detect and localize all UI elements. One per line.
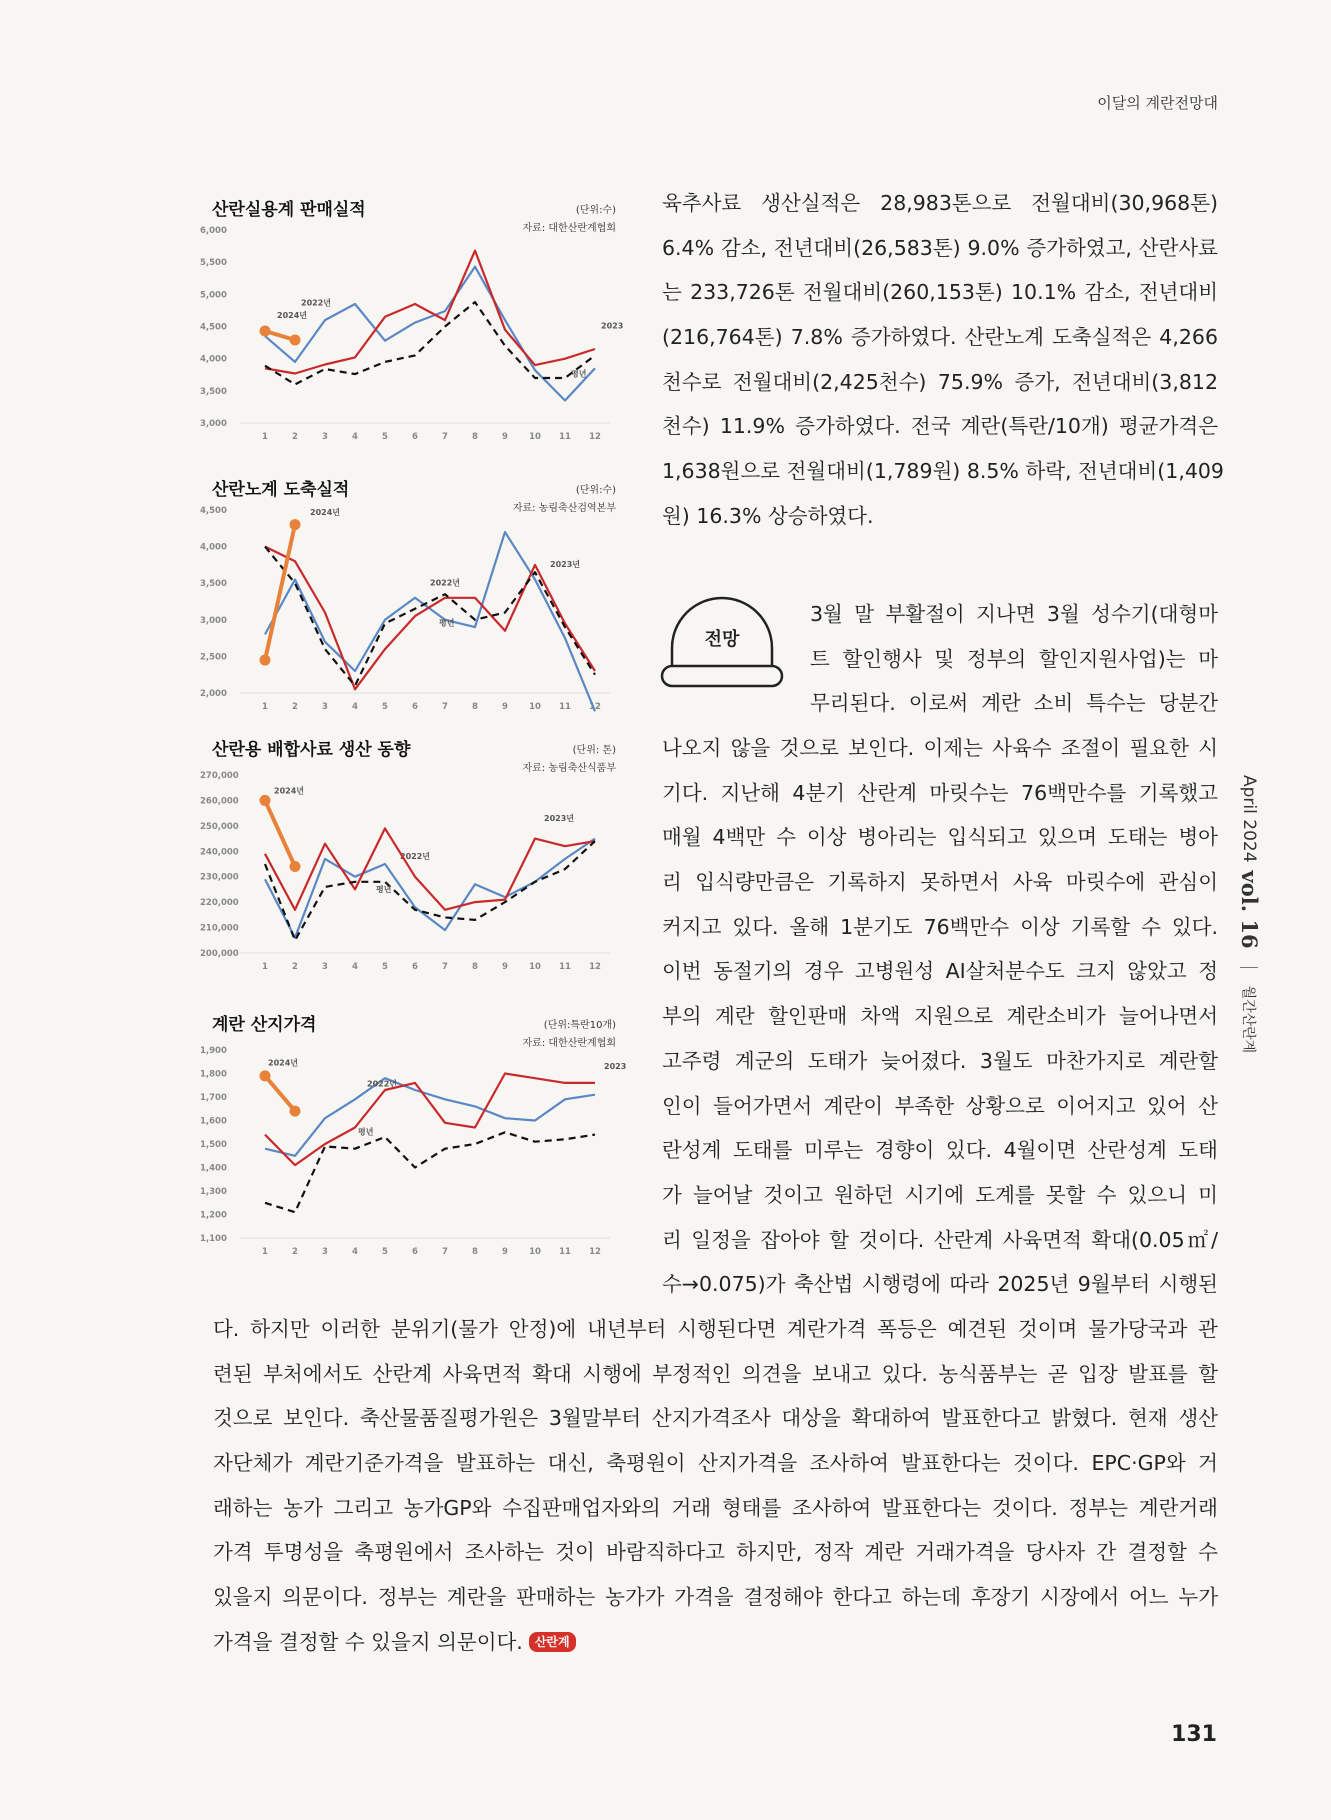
series-2022-line bbox=[265, 267, 595, 401]
x-tick-label: 9 bbox=[502, 962, 508, 972]
x-tick-label: 12 bbox=[589, 1247, 601, 1257]
text-line: 천수) 11.9% 증가하였다. 전국 계란(특란/10개) 평균가격은 bbox=[662, 414, 1218, 439]
series-2024-line bbox=[265, 800, 295, 866]
chart-title: 계란 산지가격 bbox=[212, 1015, 317, 1035]
article-paragraph-2-full bbox=[213, 1307, 1218, 1665]
chart-unit: (단위: 톤) bbox=[572, 745, 616, 756]
x-tick-label: 7 bbox=[442, 702, 448, 712]
x-tick-label: 8 bbox=[472, 432, 478, 442]
series-2022-label: 2022년 bbox=[367, 1079, 397, 1089]
chart-title: 산란실용계 판매실적 bbox=[212, 200, 366, 220]
magazine-name: 월간산란계 bbox=[1240, 985, 1257, 1054]
x-tick-label: 1 bbox=[262, 432, 268, 442]
end-logo: 산란계 bbox=[529, 1632, 576, 1652]
series-average-line bbox=[265, 841, 595, 940]
series-2024-point bbox=[260, 1070, 271, 1081]
series-2024-point bbox=[290, 861, 301, 872]
series-2024-label: 2024년 bbox=[268, 1058, 298, 1068]
series-2022-line bbox=[265, 532, 595, 711]
series-average-label: 평년 bbox=[376, 884, 392, 894]
x-tick-label: 5 bbox=[382, 1247, 388, 1257]
y-tick-label: 2,000 bbox=[200, 689, 227, 699]
side-tab bbox=[1237, 775, 1262, 1053]
x-tick-label: 2 bbox=[292, 702, 298, 712]
chart-plot bbox=[200, 475, 618, 715]
x-tick-label: 10 bbox=[529, 1247, 541, 1257]
text-line: 무리된다. 이로써 계란 소비 특수는 당분간 bbox=[810, 691, 1218, 716]
series-2023-line bbox=[265, 251, 595, 374]
series-2024-point bbox=[290, 1106, 301, 1117]
y-tick-label: 1,300 bbox=[200, 1187, 227, 1197]
text-line: 련된 부처에서도 산란계 사육면적 확대 시행에 부정적인 의견을 보내고 있다. 농식품부는 곧 입장 발표를 할 bbox=[213, 1361, 1218, 1386]
y-tick-label: 4,500 bbox=[200, 506, 227, 516]
text-line: 리 일정을 잡아야 할 것이다. 산란계 사육면적 확대(0.05㎡/ bbox=[662, 1227, 1218, 1252]
y-tick-label: 230,000 bbox=[200, 872, 239, 883]
x-tick-label: 5 bbox=[382, 962, 388, 972]
x-tick-label: 2 bbox=[292, 1247, 298, 1257]
y-tick-label: 2,500 bbox=[200, 652, 227, 663]
x-tick-label: 3 bbox=[322, 432, 328, 442]
x-tick-label: 6 bbox=[412, 702, 418, 712]
y-tick-label: 5,000 bbox=[200, 290, 227, 301]
y-tick-label: 1,800 bbox=[200, 1069, 227, 1080]
series-2023-line bbox=[265, 828, 595, 909]
page-header-title: 이달의 계란전망대 bbox=[1097, 94, 1218, 112]
text-line: 가격 투명성을 축평원에서 조사하는 것이 바람직하다고 하지만, 정작 계란 거래가격을 당사자 간 결정할 수 bbox=[213, 1540, 1218, 1565]
chart-plot bbox=[200, 1010, 627, 1260]
chart-plot bbox=[200, 195, 624, 445]
text-line: 있을지 의문이다. 정부는 계란을 판매하는 농가가 가격을 결정해야 한다고 하는데 후장기 시장에서 어느 누가 bbox=[213, 1585, 1218, 1610]
x-tick-label: 9 bbox=[502, 702, 508, 712]
x-tick-label: 12 bbox=[589, 962, 601, 972]
chart-feed-production bbox=[200, 735, 618, 975]
text-line: 리 입식량만큼은 기록하지 못하면서 사육 마릿수에 관심이 bbox=[662, 870, 1218, 895]
x-tick-label: 6 bbox=[412, 962, 418, 972]
chart-title: 산란노계 도축실적 bbox=[212, 480, 350, 500]
text-line: 기다. 지난해 4분기 산란계 마릿수는 76백만수를 기록했고 bbox=[662, 780, 1218, 805]
text-line: 1,638원으로 전월대비(1,789원) 8.5% 하락, 전년대비(1,409 bbox=[662, 459, 1224, 484]
article-paragraph-2-right bbox=[662, 726, 1218, 1307]
series-2022-label: 2022년 bbox=[400, 851, 430, 861]
y-tick-label: 1,500 bbox=[200, 1140, 227, 1150]
chart-unit: (단위:수) bbox=[575, 485, 616, 496]
text-line: 커지고 있다. 올해 1분기도 76백만수 이상 기록할 수 있다. bbox=[662, 914, 1218, 939]
y-tick-label: 4,000 bbox=[200, 354, 227, 365]
y-tick-label: 210,000 bbox=[200, 923, 239, 934]
x-tick-label: 2 bbox=[292, 432, 298, 442]
chart-unit: (단위:특란10개) bbox=[543, 1020, 616, 1031]
y-tick-label: 1,700 bbox=[200, 1093, 227, 1103]
text-line: 자단체가 계란기준가격을 발표하는 대신, 축평원이 산지가격을 조사하여 발표한다는 것이다. EPC·GP와 거 bbox=[213, 1451, 1218, 1476]
side-tab-divider bbox=[1241, 967, 1259, 968]
text-line: 것으로 보인다. 축산물품질평가원은 3월말부터 산지가격조사 대상을 확대하여 발표한다고 밝혔다. 현재 생산 bbox=[213, 1406, 1218, 1431]
text-line: 부의 계란 할인판매 차액 지원으로 계란소비가 늘어나면서 bbox=[662, 1004, 1218, 1029]
text-line: 가격을 결정할 수 있을지 의문이다. 산란계 bbox=[213, 1620, 1218, 1665]
series-2023-label: 2023 bbox=[601, 321, 624, 331]
text-line: 6.4% 감소, 전년대비(26,583톤) 9.0% 증가하였고, 산란사료 bbox=[662, 235, 1218, 260]
text-line: 트 할인행사 및 정부의 할인지원사업)는 마 bbox=[810, 646, 1218, 671]
text-line: 이번 동절기의 경우 고병원성 AI살처분수도 크지 않았고 정 bbox=[662, 959, 1218, 984]
x-tick-label: 4 bbox=[352, 962, 358, 972]
y-tick-label: 3,000 bbox=[200, 419, 227, 429]
y-tick-label: 250,000 bbox=[200, 821, 239, 832]
y-tick-label: 1,900 bbox=[200, 1046, 227, 1056]
text-line: 천수로 전월대비(2,425천수) 75.9% 증가, 전년대비(3,812 bbox=[662, 369, 1218, 394]
x-tick-label: 11 bbox=[559, 432, 571, 442]
y-tick-label: 260,000 bbox=[200, 796, 239, 807]
volume-number: vol. 16 bbox=[1237, 870, 1262, 949]
y-tick-label: 3,000 bbox=[200, 615, 227, 626]
text-line: 다. 하지만 이러한 분위기(물가 안정)에 내년부터 시행된다면 계란가격 폭등은 예견된 것이며 물가당국과 관 bbox=[213, 1317, 1218, 1341]
x-tick-label: 9 bbox=[502, 1247, 508, 1257]
x-tick-label: 5 bbox=[382, 702, 388, 712]
series-2022-label: 2022년 bbox=[301, 298, 331, 308]
series-average-line bbox=[265, 1132, 595, 1212]
x-tick-label: 12 bbox=[589, 702, 601, 712]
text-line: 인이 들어가면서 계란이 부족한 상황으로 이어지고 있어 산 bbox=[662, 1093, 1218, 1118]
outlook-badge bbox=[660, 593, 794, 698]
x-tick-label: 12 bbox=[589, 432, 601, 442]
series-average-line bbox=[265, 547, 595, 686]
series-2023-label: 2023 bbox=[604, 1061, 627, 1071]
text-line: 수→0.075)가 축산법 시행령에 따라 2025년 9월부터 시행된 bbox=[662, 1272, 1218, 1297]
x-tick-label: 2 bbox=[292, 962, 298, 972]
chart-source: 자료: 대한산란계협회 bbox=[522, 223, 616, 234]
x-tick-label: 8 bbox=[472, 702, 478, 712]
text-line: 가 늘어날 것이고 원하던 시기에 도계를 못할 수 있으니 미 bbox=[662, 1182, 1218, 1207]
x-tick-label: 8 bbox=[472, 962, 478, 972]
y-tick-label: 270,000 bbox=[200, 771, 239, 781]
y-tick-label: 3,500 bbox=[200, 579, 227, 590]
series-2024-point bbox=[260, 795, 271, 806]
chart-egg-price bbox=[200, 1010, 627, 1260]
x-tick-label: 1 bbox=[262, 1247, 268, 1257]
y-tick-label: 4,500 bbox=[200, 322, 227, 333]
text-line: 원) 16.3% 상승하였다. bbox=[662, 503, 874, 528]
series-2024-line bbox=[265, 1076, 295, 1111]
series-2024-point bbox=[290, 519, 301, 530]
article-paragraph-2-indented bbox=[810, 592, 1218, 726]
series-2024-label: 2024년 bbox=[274, 786, 304, 796]
series-2024-line bbox=[265, 525, 295, 661]
x-tick-label: 4 bbox=[352, 702, 358, 712]
chart-source: 자료: 농림축산식품부 bbox=[522, 763, 616, 774]
text-line: 래하는 농가 그리고 농가GP와 수집판매업자와의 거래 형태를 조사하여 발표한다는 것이다. 정부는 계란거래 bbox=[213, 1495, 1218, 1520]
chart-hen-sales bbox=[200, 195, 624, 445]
chart-source: 자료: 농림축산검역본부 bbox=[512, 503, 616, 514]
article-paragraph-1 bbox=[662, 181, 1224, 539]
x-tick-label: 3 bbox=[322, 702, 328, 712]
series-2024-label: 2024년 bbox=[310, 508, 340, 518]
y-tick-label: 240,000 bbox=[200, 847, 239, 858]
series-average-label: 평년 bbox=[571, 369, 587, 379]
y-tick-label: 200,000 bbox=[200, 949, 239, 959]
x-tick-label: 10 bbox=[529, 962, 541, 972]
series-2022-line bbox=[265, 839, 595, 938]
text-line: 란성계 도태를 미루는 경향이 있다. 4월이면 산란성계 도태 bbox=[662, 1138, 1218, 1163]
y-tick-label: 1,600 bbox=[200, 1116, 227, 1127]
outlook-label: 전망 bbox=[704, 629, 740, 650]
y-tick-label: 5,500 bbox=[200, 258, 227, 269]
text-line: 매월 4백만 수 이상 병아리는 입식되고 있으며 도태는 병아 bbox=[662, 825, 1218, 850]
chart-title: 산란용 배합사료 생산 동향 bbox=[212, 740, 411, 760]
series-2024-point bbox=[290, 335, 301, 346]
y-tick-label: 1,400 bbox=[200, 1163, 227, 1174]
chart-old-hen-slaughter bbox=[200, 475, 618, 715]
text-line: 는 233,726톤 전월대비(260,153톤) 10.1% 감소, 전년대비 bbox=[662, 280, 1218, 305]
y-tick-label: 6,000 bbox=[200, 226, 227, 236]
x-tick-label: 10 bbox=[529, 432, 541, 442]
x-tick-label: 11 bbox=[559, 1247, 571, 1257]
series-average-label: 평년 bbox=[439, 618, 455, 628]
x-tick-label: 1 bbox=[262, 962, 268, 972]
x-tick-label: 5 bbox=[382, 432, 388, 442]
y-tick-label: 1,200 bbox=[200, 1210, 227, 1221]
series-2024-label: 2024년 bbox=[277, 311, 307, 321]
y-tick-label: 3,500 bbox=[200, 386, 227, 397]
x-tick-label: 6 bbox=[412, 1247, 418, 1257]
chart-plot bbox=[200, 735, 618, 975]
x-tick-label: 6 bbox=[412, 432, 418, 442]
x-tick-label: 8 bbox=[472, 1247, 478, 1257]
y-tick-label: 1,100 bbox=[200, 1234, 227, 1244]
x-tick-label: 7 bbox=[442, 962, 448, 972]
chart-source: 자료: 대한산란계협회 bbox=[522, 1038, 616, 1049]
text-line: 3월 말 부활절이 지나면 3월 성수기(대형마 bbox=[810, 602, 1218, 626]
series-2022-label: 2022년 bbox=[430, 578, 460, 588]
series-average-label: 평년 bbox=[358, 1127, 374, 1137]
series-2024-point bbox=[260, 655, 271, 666]
x-tick-label: 3 bbox=[322, 1247, 328, 1257]
series-2023-label: 2023년 bbox=[544, 813, 574, 823]
x-tick-label: 7 bbox=[442, 432, 448, 442]
x-tick-label: 9 bbox=[502, 432, 508, 442]
series-2023-label: 2023년 bbox=[550, 560, 580, 570]
series-average-line bbox=[265, 302, 595, 384]
issue-date: April 2024 bbox=[1239, 775, 1260, 863]
text-line: 나오지 않을 것으로 보인다. 이제는 사육수 조절이 필요한 시 bbox=[662, 736, 1218, 760]
series-2022-line bbox=[265, 1078, 595, 1156]
chart-unit: (단위:수) bbox=[575, 205, 616, 216]
y-tick-label: 4,000 bbox=[200, 542, 227, 553]
x-tick-label: 11 bbox=[559, 702, 571, 712]
text-line: (216,764톤) 7.8% 증가하였다. 산란노계 도축실적은 4,266 bbox=[662, 325, 1218, 350]
x-tick-label: 11 bbox=[559, 962, 571, 972]
x-tick-label: 1 bbox=[262, 702, 268, 712]
x-tick-label: 7 bbox=[442, 1247, 448, 1257]
y-tick-label: 220,000 bbox=[200, 898, 239, 909]
text-line: 육추사료 생산실적은 28,983톤으로 전월대비(30,968톤) bbox=[662, 191, 1218, 215]
text-line: 고주령 계군의 도태가 늦어졌다. 3월도 마찬가지로 계란할 bbox=[662, 1048, 1218, 1073]
x-tick-label: 4 bbox=[352, 432, 358, 442]
x-tick-label: 4 bbox=[352, 1247, 358, 1257]
series-2024-point bbox=[260, 326, 271, 337]
x-tick-label: 10 bbox=[529, 702, 541, 712]
x-tick-label: 3 bbox=[322, 962, 328, 972]
series-2023-line bbox=[265, 1074, 595, 1166]
page-number: 131 bbox=[1171, 1722, 1217, 1747]
